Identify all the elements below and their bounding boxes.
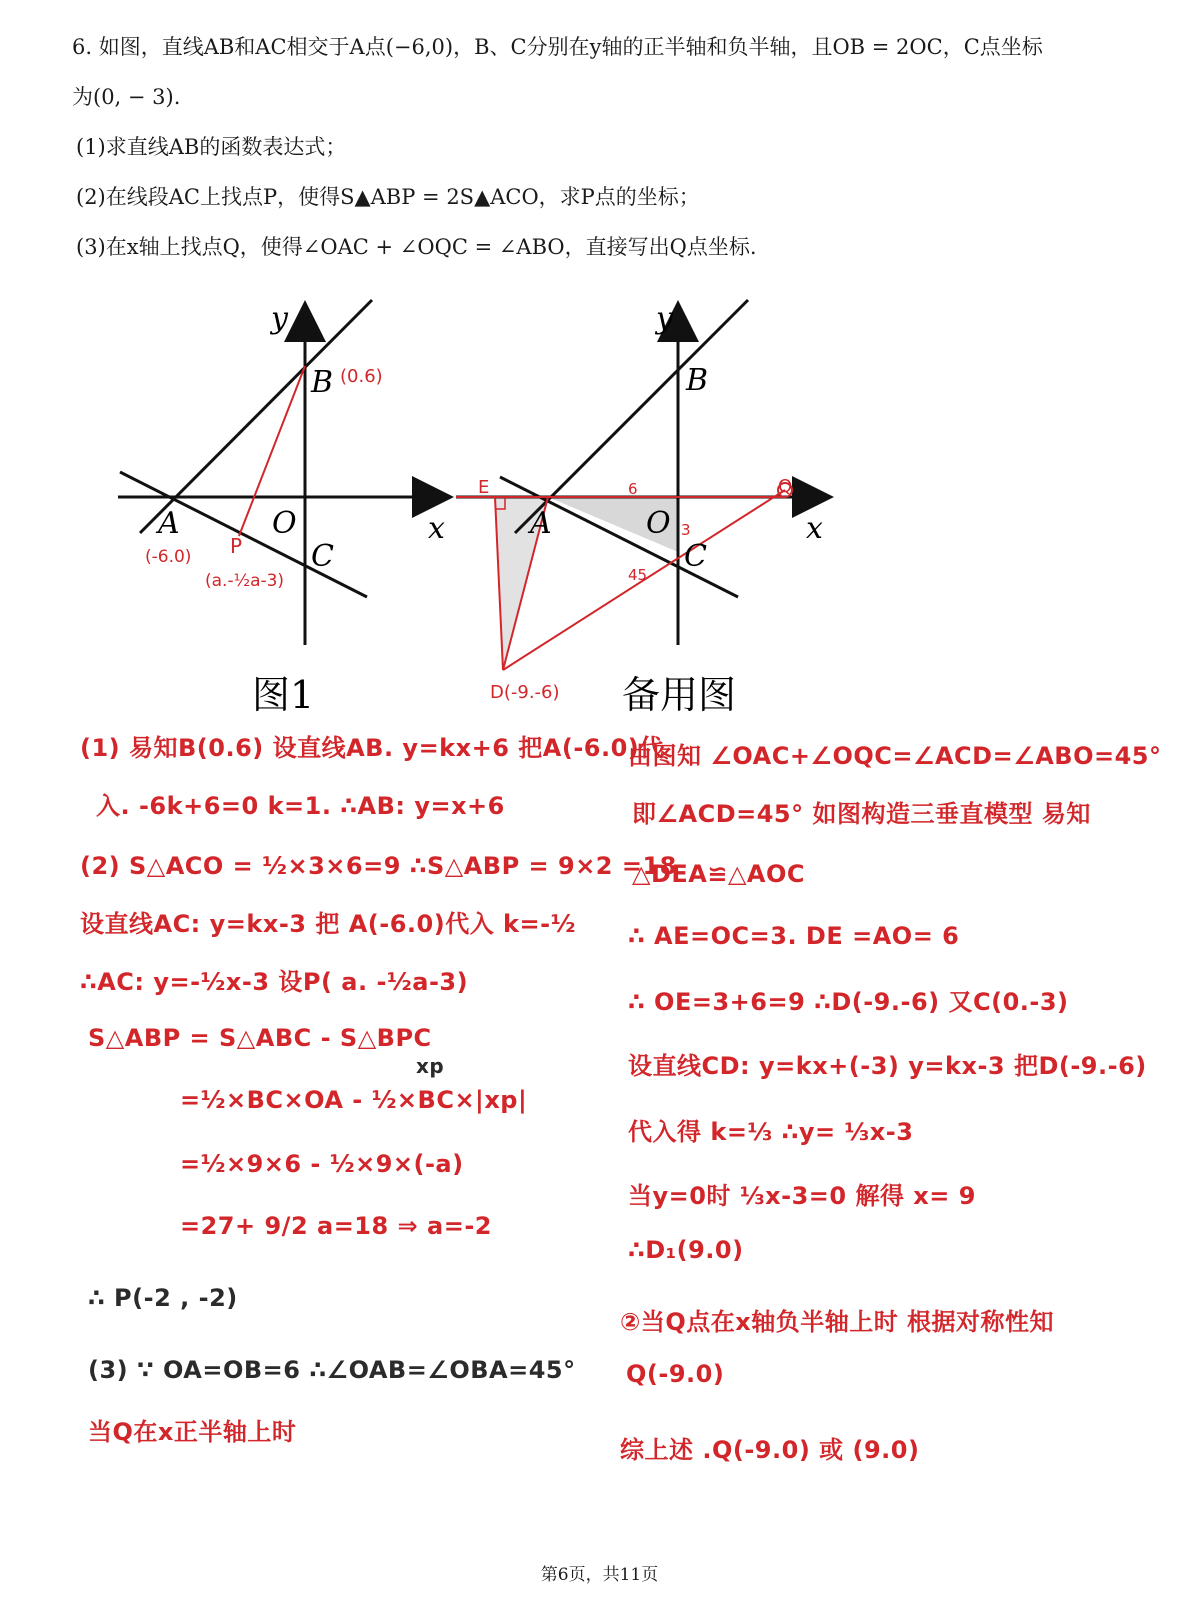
fig2-length-6: 6 (628, 480, 638, 498)
sol-left-line-1: (1) 易知B(0.6) 设直线AB. y=kx+6 把A(-6.0)代 (80, 734, 664, 762)
fig1-p-coord: (a.-½a-3) (205, 571, 285, 591)
sol-right-line-5: ∴ OE=3+6=9 ∴D(-9.-6) 又C(0.-3) (628, 988, 1069, 1016)
fig2-caption: 备用图 (622, 673, 737, 717)
fig2-point-b: B (686, 363, 709, 398)
page-footer: 第6页，共11页 (540, 1565, 659, 1585)
problem-statement (72, 22, 1152, 272)
figure-1 (118, 300, 448, 717)
fig2-d-coord: D(-9.-6) (490, 682, 560, 703)
sol-left-line-9: =27+ 9/2 a=18 ⇒ a=-2 (180, 1212, 492, 1240)
sol-right-line-3: △DEA≌△AOC (632, 860, 806, 888)
sol-right-line-10: ②当Q点在x轴负半轴上时 根据对称性知 (620, 1308, 1055, 1336)
question-2: (2)在线段AC上找点P，使得S▲ABP = 2S▲ACO，求P点的坐标； (76, 185, 700, 209)
fig1-point-b: B (311, 365, 334, 400)
problem-line-1: 6. 如图，直线AB和AC相交于A点(−6,0)，B、C分别在y轴的正半轴和负半轴，且OB = 2OC，C点坐标 (72, 35, 1043, 59)
fig2-point-e: E (478, 477, 490, 498)
fig2-y-label: y (656, 301, 673, 336)
fig2-point-c: C (684, 539, 707, 574)
sol-left-line-3: (2) S△ACO = ½×3×6=9 ∴S△ABP = 9×2 =18 (80, 852, 677, 880)
figures (0, 290, 1199, 720)
sol-left-note-xp: xp (416, 1054, 445, 1078)
fig1-y-label: y (271, 301, 288, 336)
fig1-a-coord: (-6.0) (145, 547, 192, 567)
fig2-origin-label: O (646, 506, 671, 541)
fig2-x-label: x (806, 511, 823, 546)
sol-left-line-12: 当Q在x正半轴上时 (88, 1418, 297, 1446)
fig1-x-label: x (428, 511, 445, 546)
figure-2 (456, 300, 828, 717)
sol-left-line-7: =½×BC×OA - ½×BC×|xp| (180, 1086, 528, 1114)
question-3: (3)在x轴上找点Q，使得∠OAC + ∠OQC = ∠ABO，直接写出Q点坐标. (76, 235, 757, 259)
sol-left-line-5: ∴AC: y=-½x-3 设P( a. -½a-3) (80, 968, 469, 996)
sol-right-line-9: ∴D₁(9.0) (628, 1236, 744, 1264)
sol-right-line-7: 代入得 k=⅓ ∴y= ⅓x-3 (628, 1118, 914, 1146)
sol-left-line-11: (3) ∵ OA=OB=6 ∴∠OAB=∠OBA=45° (88, 1356, 576, 1384)
fig1-caption: 图1 (252, 673, 315, 717)
sol-left-line-2: 入. -6k+6=0 k=1. ∴AB: y=x+6 (96, 792, 505, 820)
fig1-point-c: C (311, 539, 334, 574)
fig2-point-a: A (530, 506, 552, 541)
fig1-origin-label: O (272, 506, 297, 541)
sol-right-line-6: 设直线CD: y=kx+(-3) y=kx-3 把D(-9.-6) (628, 1052, 1147, 1080)
fig1-point-p: P (230, 534, 243, 558)
fig1-point-a: A (158, 506, 180, 541)
sol-right-line-4: ∴ AE=OC=3. DE =AO= 6 (628, 922, 960, 950)
sol-right-line-11: Q(-9.0) (626, 1360, 725, 1388)
fig2-point-q: Q (778, 476, 793, 497)
fig1-b-coord: (0.6) (340, 366, 383, 387)
sol-left-line-4: 设直线AC: y=kx-3 把 A(-6.0)代入 k=-½ (80, 910, 576, 938)
problem-line-2: 为(0, − 3). (72, 85, 181, 109)
sol-right-line-12: 综上述 .Q(-9.0) 或 (9.0) (620, 1436, 920, 1464)
sol-right-line-8: 当y=0时 ⅓x-3=0 解得 x= 9 (628, 1182, 976, 1210)
fig2-angle-45: 45 (628, 566, 648, 584)
fig2-length-3: 3 (681, 521, 691, 539)
question-1: (1)求直线AB的函数表达式； (76, 135, 347, 159)
sol-left-line-8: =½×9×6 - ½×9×(-a) (180, 1150, 464, 1178)
sol-right-line-1: 由图知 ∠OAC+∠OQC=∠ACD=∠ABO=45° (628, 742, 1162, 770)
sol-left-line-6: S△ABP = S△ABC - S△BPC (88, 1024, 432, 1052)
sol-right-line-2: 即∠ACD=45° 如图构造三垂直模型 易知 (632, 800, 1091, 828)
sol-left-line-10: ∴ P(-2 , -2) (88, 1284, 238, 1312)
